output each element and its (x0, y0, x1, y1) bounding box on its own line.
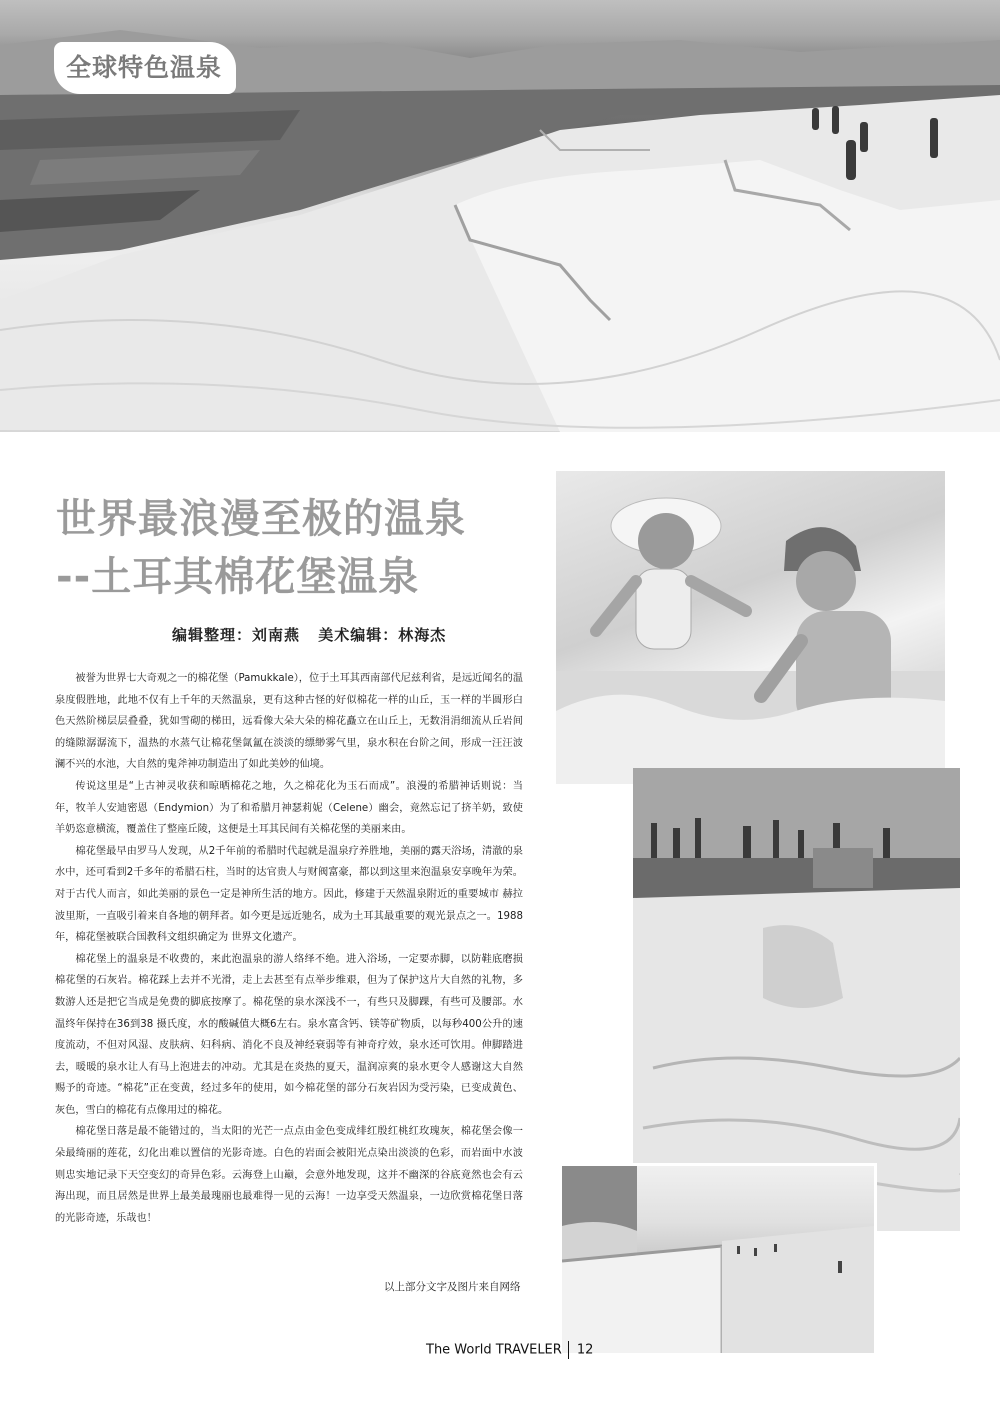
hero-photo (0, 0, 1000, 432)
footer-divider (568, 1341, 569, 1359)
editor-credit: 编辑整理：刘南燕 (172, 626, 301, 644)
article-title (56, 490, 546, 606)
title-line-2: --土耳其棉花堡温泉 (56, 554, 420, 600)
paragraph-5: 棉花堡日落是最不能错过的，当太阳的光芒一点点由金色变成绯红殷红桃红玫瑰灰，棉花堡会像一朵最绮丽的莲花，幻化出难以置信的光影奇迹。白色的岩面会被阳光点染出淡淡的色彩，而岩面中水波则忠实地记录下天空变幻的奇异色彩。云海登上山巅，会意外地发现，这并不幽深的谷底竟然也会有云海出现，而且居然是世界上最美最瑰丽也最难得一见的云海！一边享受天然温泉，一边欣赏棉花堡日落的光影奇迹，乐哉也！ (55, 1126, 523, 1224)
section-tag: 全球特色温泉 (54, 42, 236, 94)
paragraph-4: 棉花堡上的温泉是不收费的，来此泡温泉的游人络绎不绝。进入浴场，一定要赤脚，以防鞋底磨损棉花堡的石灰岩。棉花踩上去并不光滑，走上去甚至有点举步维艰，但为了保护这片大自然的礼物，多数游人还是把它当成是免费的脚底按摩了。棉花堡的泉水深浅不一，有些只及脚踝，有些可及腰部。水温终年保持在36到38 摄氏度，水的酸碱值大概6左右。泉水富含钙、镁等矿物质，以每秒400公升的速度流动，不但对风湿、皮肤病、妇科病、消化不良及神经衰弱等有神奇疗效，泉水还可饮用。伸脚踏进去，暖暖的泉水让人有马上泡进去的冲动。尤其是在炎热的夏天，温润凉爽的泉水更令人感谢这大自然赐予的奇迹。“棉花”正在变黄，经过多年的使用，如今棉花堡的部分石灰岩因为受污染，已变成黄色、灰色，雪白的棉花有点像用过的棉花。 (55, 953, 523, 1116)
terrace-walkers-photo (562, 1163, 877, 1353)
credits (172, 624, 446, 645)
paragraph-2: 传说这里是“上古神灵收获和晾晒棉花之地，久之棉花化为玉石而成”。浪漫的希腊神话则说：当年，牧羊人安迪密恩（Endymion）为了和希腊月神瑟莉妮（Celene）幽会，竟然忘记了挤羊奶，致使羊奶恣意横流，覆盖住了整座丘陵，这便是土耳其民间有关棉花堡的美丽来由。 (55, 780, 523, 836)
paragraph-3: 棉花堡最早由罗马人发现，从2千年前的希腊时代起就是温泉疗养胜地，美丽的露天浴场，清澈的泉水中，还可看到2千多年的希腊石柱，当时的达官贵人与财阀富豪，都以到这里来泡温泉安享晚年为荣。对于古代人而言，如此美丽的景色一定是神所生活的地方。因此，修建于天然温泉附近的重要城市 赫拉波里斯，一直吸引着来自各地的朝拜者。如今更是远近驰名，成为土耳其最重要的观光景点之一。1988年，棉花堡被联合国教科文组织确定为 世界文化遗产。 (55, 845, 523, 944)
art-editor-credit: 美术编辑：林海杰 (318, 626, 447, 644)
page-number: 12 (576, 1342, 594, 1358)
page-footer (426, 1341, 593, 1359)
title-line-1: 世界最浪漫至极的温泉 (56, 496, 466, 542)
source-note: 以上部分文字及图片来自网络 (384, 1281, 521, 1293)
article-body (55, 668, 523, 1229)
paragraph-1: 被誉为世界七大奇观之一的棉花堡（Pamukkale），位于土耳其西南部代尼兹利省，是远近闻名的温泉度假胜地，此地不仅有上千年的天然温泉，更有这种古怪的好似棉花一样的山丘，玉一样的半圆形白色天然阶梯层层叠叠，犹如雪砌的梯田，远看像大朵大朵的棉花矗立在山丘上，无数涓涓细流从丘岩间的缝隙潺潺流下，温热的水蒸气让棉花堡氤氲在淡淡的缥缈雾气里，泉水积在台阶之间，形成一汪汪波澜不兴的水池，大自然的鬼斧神功制造出了如此美妙的仙境。 (55, 673, 523, 771)
children-photo (556, 471, 945, 784)
ruins-terrace-photo (633, 768, 960, 1231)
magazine-name: The World TRAVELER (426, 1342, 562, 1358)
